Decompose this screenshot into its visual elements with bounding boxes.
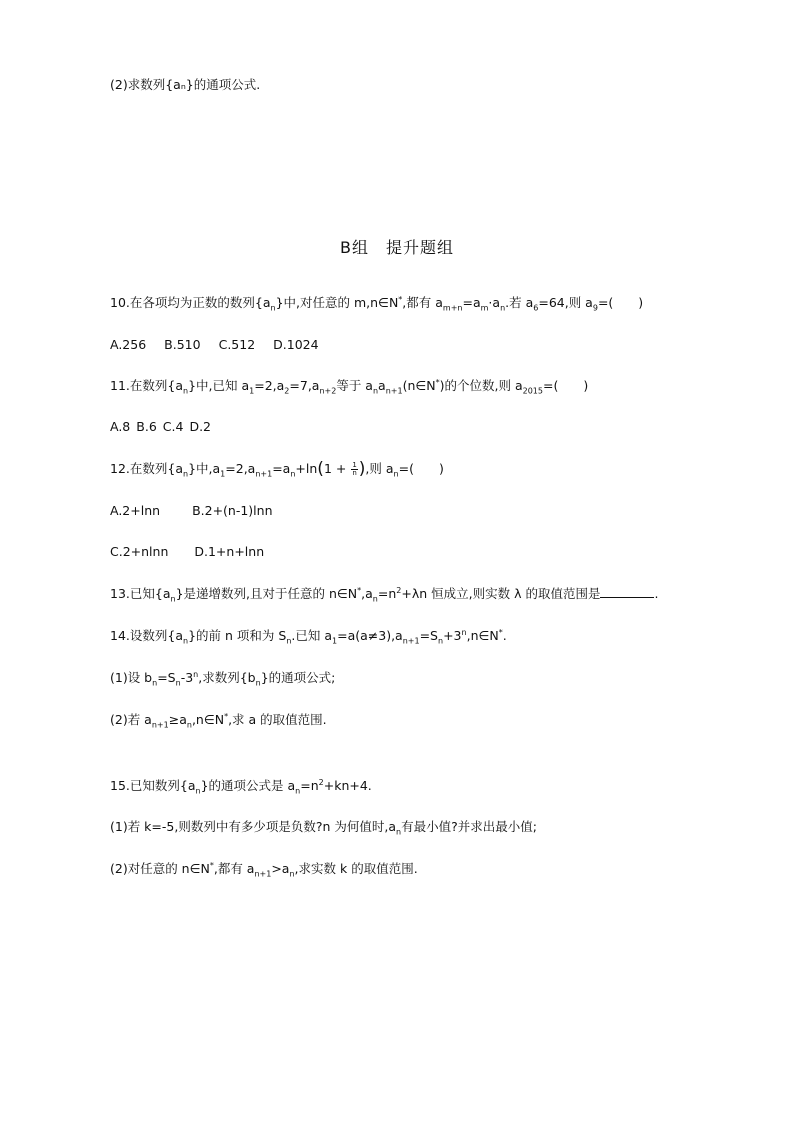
question-15-part-1: (1)若 k=-5,则数列中有多少项是负数?n 为何值时$,a_n$有最小值?并求出最小值; [110, 819, 537, 837]
section-heading: B组 提升题组 [340, 238, 454, 257]
question-14-part-2: (2)若 $a_{n+1}\ge a_n,n\in N^*$,求 a 的取值范围. [110, 711, 327, 730]
option-a: A.8 [110, 419, 131, 434]
option-b: B.6 [136, 419, 157, 434]
option-b: B.510 [164, 337, 201, 352]
option-d: D.1024 [273, 337, 319, 352]
option-c: C.4 [162, 419, 184, 434]
question-10-options [110, 336, 337, 354]
option-b: B.2+(n-1)lnn [192, 503, 273, 518]
top-item: (2)求数列{aₙ}的通项公式. [110, 77, 261, 92]
option-d: D.1+n+lnn [194, 544, 265, 559]
question-15-part-2: (2)对任意的 n∈N*,都有 $a_{n+1}>a_n$,求实数 k 的取值范围. [110, 860, 418, 879]
question-13-stem: 13.已知$\{a_n\}$是递增数列,且对于任意的 $n\in N^*,a_n=n^2+\lambda n$ 恒成立,则实数 λ 的取值范围是 . [110, 585, 659, 604]
question-12-options-row1 [110, 502, 291, 520]
question-10-stem: 10.在各项均为正数的数列$\{a_n\}$中,对任意的 m,n∈N*,都有 $a_{m+n}=a_m\cdot a_n$.若 $a_6=64$,则 $a_9=$( ) [110, 294, 644, 313]
question-15-stem: 15.已知数列$\{a_n\}$的通项公式是 $a_n=n^2+kn+4$. [110, 777, 372, 796]
question-12-stem: 12.在数列$\{a_n\}$中$,a_1=2,a_{n+1}=a_n+\ln(1$ + $\frac{1}{n}$ ),则 $a_n=$( ) [110, 459, 444, 479]
question-14-part-1: (1)设 $b_n=S_n-3^n$,求数列$\{b_n\}$的通项公式; [110, 669, 336, 688]
question-14-stem: 14.设数列$\{a_n\}$的前 n 项和为 $S_n$.已知 $a_1=a(a\ne 3),a_{n+1}=S_n+3^n,n\in N^*$. [110, 627, 507, 646]
answer-blank [600, 585, 654, 598]
question-12-options-row2 [110, 543, 282, 561]
question-11-options [110, 418, 217, 436]
fraction-1-over-n: $\frac{1}{n}$ [352, 461, 357, 477]
option-c: C.512 [218, 337, 256, 352]
option-a: A.256 [110, 337, 147, 352]
option-a: A.2+lnn [110, 503, 161, 518]
option-d: D.2 [189, 419, 211, 434]
option-c: C.2+nlnn [110, 544, 169, 559]
question-11-stem: 11.在数列$\{a_n\}$中,已知 $a_1=2,a_2=7,a_{n+2}$等于 $a_na_{n+1}(n\in N^*)$的个位数,则 $a_{2015}=$( ) [110, 377, 589, 396]
